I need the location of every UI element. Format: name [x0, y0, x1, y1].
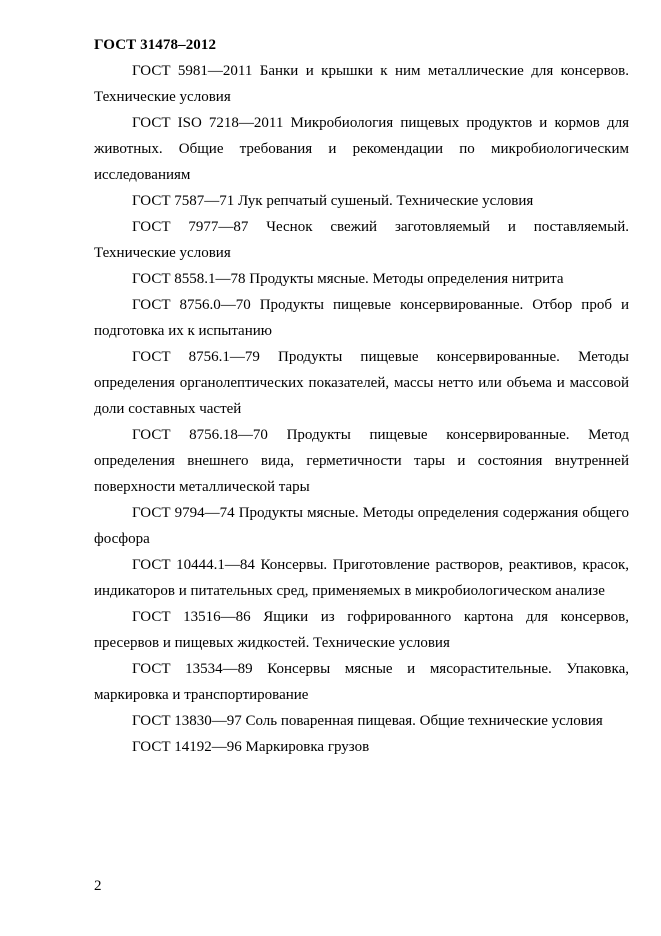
reference-entry: ГОСТ 13830—97 Соль поваренная пищевая. Общие технические условия	[132, 713, 603, 729]
reference-entry: ГОСТ 7587—71 Лук репчатый сушеный. Технические условия	[132, 193, 534, 209]
reference-entry: ГОСТ 13534—89 Консервы мясные и мясорастительные. Упаковка, маркировка и транспортирование	[94, 661, 629, 703]
reference-entry: ГОСТ 8756.1—79 Продукты пищевые консервированные. Методы определения органолептических показателей, массы нетто или объема и массовой доли составных частей	[94, 349, 629, 417]
reference-entry: ГОСТ 8558.1—78 Продукты мясные. Методы определения нитрита	[132, 271, 564, 287]
reference-entry: ГОСТ 14192—96 Маркировка грузов	[132, 739, 370, 755]
page-number: 2	[94, 878, 102, 894]
reference-entry: ГОСТ 8756.18—70 Продукты пищевые консервированные. Метод определения внешнего вида, герметичности тары и состояния внутренней поверхности металлической тары	[94, 427, 629, 495]
reference-entry: ГОСТ 7977—87 Чеснок свежий заготовляемый и поставляемый. Технические условия	[94, 219, 629, 261]
reference-entry: ГОСТ 10444.1—84 Консервы. Приготовление растворов, реактивов, красок, индикаторов и питательных сред, применяемых в микробиологическом анализе	[94, 557, 629, 599]
references-list	[94, 58, 629, 760]
reference-entry: ГОСТ 8756.0—70 Продукты пищевые консервированные. Отбор проб и подготовка их к испытанию	[94, 297, 629, 339]
document-header: ГОСТ 31478–2012	[94, 37, 217, 53]
reference-entry: ГОСТ 5981—2011 Банки и крышки к ним металлические для консервов. Технические условия	[94, 63, 629, 105]
reference-entry: ГОСТ 13516—86 Ящики из гофрированного картона для консервов, пресервов и пищевых жидкостей. Технические условия	[94, 609, 629, 651]
reference-entry: ГОСТ ISO 7218—2011 Микробиология пищевых продуктов и кормов для животных. Общие требования и рекомендации по микробиологическим исследованиям	[94, 115, 629, 183]
reference-entry: ГОСТ 9794—74 Продукты мясные. Методы определения содержания общего фосфора	[94, 505, 629, 547]
